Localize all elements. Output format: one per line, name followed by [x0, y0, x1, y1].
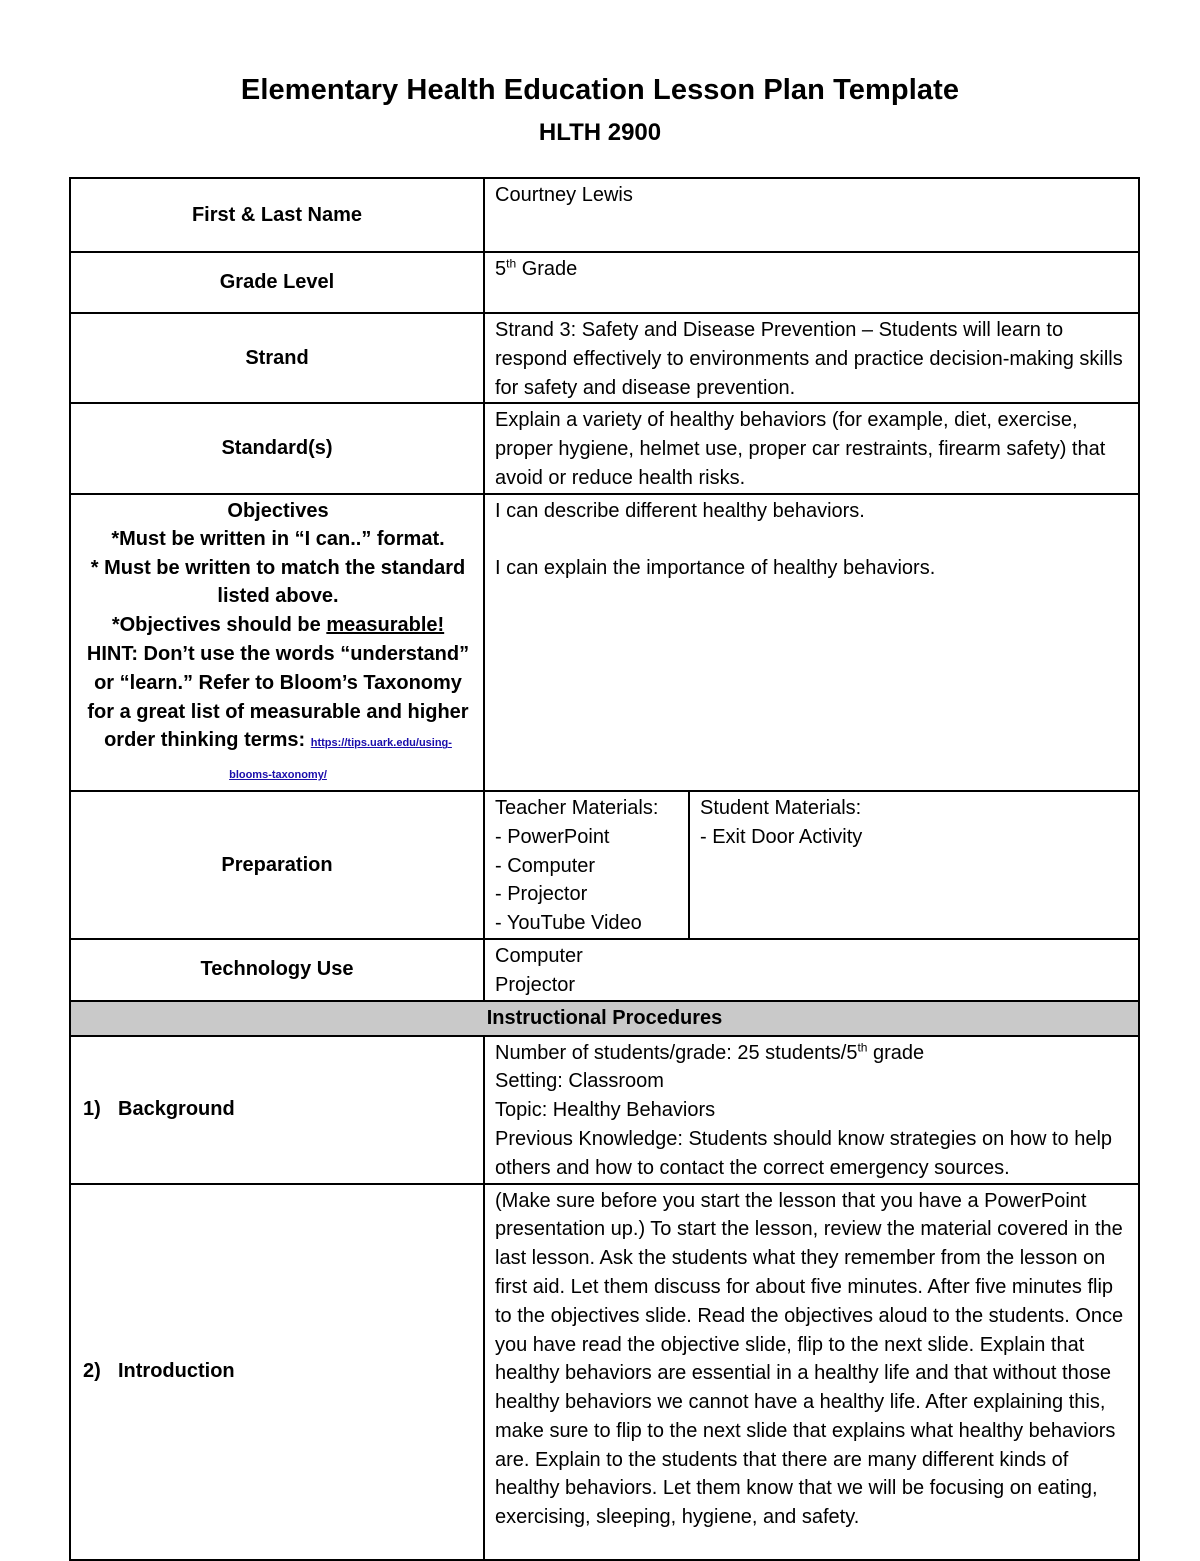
- blooms-taxonomy-link[interactable]: https://tips.uark.edu/using-blooms-taxonomy/: [229, 737, 452, 782]
- background-students: Number of students/grade: 25 students/5th grade: [495, 1039, 925, 1064]
- background-value: [484, 1036, 1139, 1184]
- instructional-procedures-heading: Instructional Procedures: [70, 1001, 1139, 1036]
- strand-label: Strand: [70, 313, 484, 403]
- technology-value: [484, 939, 1139, 1001]
- objectives-label-cell: [70, 494, 484, 791]
- name-label: First & Last Name: [70, 178, 484, 252]
- table-row: [70, 252, 1139, 313]
- objectives-label: Objectives: [227, 499, 329, 522]
- page-title: Elementary Health Education Lesson Plan Template: [240, 74, 960, 106]
- objective-2: I can explain the importance of healthy behaviors.: [495, 557, 936, 580]
- preparation-label: Preparation: [70, 791, 484, 939]
- student-materials: [690, 792, 1138, 938]
- table-row: [70, 1184, 1139, 1560]
- background-topic: Topic: Healthy Behaviors: [495, 1099, 716, 1122]
- table-row: [70, 939, 1139, 1001]
- table-row: [70, 313, 1139, 403]
- teacher-materials-heading: Teacher Materials:: [495, 796, 659, 819]
- grade-label: Grade Level: [70, 252, 484, 313]
- list-item: - YouTube Video: [495, 912, 642, 935]
- objectives-value: [484, 494, 1139, 791]
- objectives-hint: HINT: Don’t use the words “understand” or “learn.” Refer to Bloom’s Taxonomy for a great list of measurable and higher order thinking terms: https://tips.uark.edu/using-blooms-taxonomy/: [86, 642, 470, 782]
- strand-value: Strand 3: Safety and Disease Prevention – Students will learn to respond effectively to environments and practice decision-making skills for safety and disease prevention.: [484, 313, 1139, 403]
- table-row: [70, 1036, 1139, 1184]
- list-item: Projector: [495, 973, 576, 996]
- table-row: [70, 403, 1139, 493]
- standard-label: Standard(s): [70, 403, 484, 493]
- preparation-value: [484, 791, 1139, 939]
- objectives-note-format: *Must be written in “I can..” format.: [111, 527, 445, 550]
- background-setting: Setting: Classroom: [495, 1070, 664, 1093]
- objectives-note-standard: * Must be written to match the standard listed above.: [90, 556, 466, 608]
- name-value: Courtney Lewis: [484, 178, 1139, 252]
- table-row: [70, 178, 1139, 252]
- introduction-label: 2) Introduction: [70, 1184, 484, 1560]
- grade-value: 5th Grade: [484, 252, 1139, 313]
- student-materials-heading: Student Materials:: [700, 796, 862, 819]
- objectives-note-measurable: *Objectives should be measurable!: [111, 614, 445, 637]
- background-label: 1) Background: [70, 1036, 484, 1184]
- technology-label: Technology Use: [70, 939, 484, 1001]
- lesson-plan-table: [69, 177, 1140, 1561]
- list-item: - Exit Door Activity: [700, 825, 863, 848]
- table-row: [70, 791, 1139, 939]
- teacher-materials: [485, 792, 690, 938]
- standard-value: Explain a variety of healthy behaviors (for example, diet, exercise, proper hygiene, helmet use, proper car restraints, firearm safety) that avoid or reduce health risks.: [484, 403, 1139, 493]
- table-row: [70, 1001, 1139, 1036]
- list-item: - Projector: [495, 883, 588, 906]
- objective-1: I can describe different healthy behaviors.: [495, 499, 865, 522]
- course-code: HLTH 2900: [538, 119, 662, 146]
- background-previous-knowledge: Previous Knowledge: Students should know strategies on how to help others and how to contact the correct emergency sources.: [495, 1127, 1113, 1179]
- list-item: - PowerPoint: [495, 825, 610, 848]
- introduction-value: (Make sure before you start the lesson that you have a PowerPoint presentation up.) To start the lesson, review the material covered in the last lesson. Ask the students what they remember from the lesson on first aid. Let them discuss for about five minutes. After five minutes flip to the objectives slide. Read the objectives aloud to the students. Once you have read the objective slide, flip to the next slide. Explain that healthy behaviors are essential in a healthy life and that without those healthy behaviors we cannot have a healthy life. After explaining this, make sure to flip to the next slide that explains what healthy behaviors are. Explain to the students that there are many different kinds of healthy behaviors. Let them know that we will be focusing on eating, exercising, sleeping, hygiene, and safety.: [484, 1184, 1139, 1560]
- table-row: [70, 494, 1139, 791]
- list-item: - Computer: [495, 854, 596, 877]
- list-item: Computer: [495, 944, 583, 967]
